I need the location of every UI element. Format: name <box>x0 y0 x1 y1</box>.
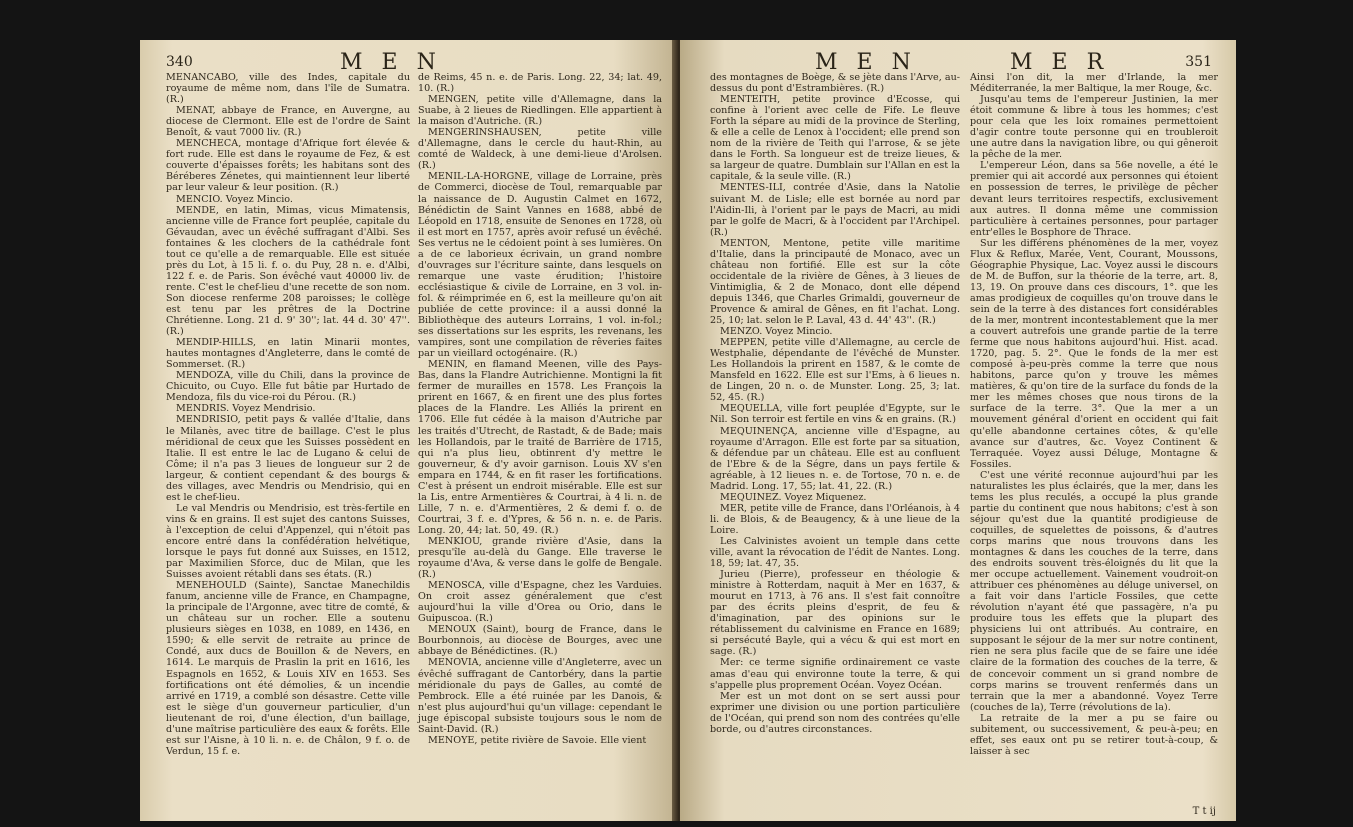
running-head-left: M E N <box>815 50 917 75</box>
paragraph: Sur les différens phénomènes de la mer, voyez Flux & Reflux, Marée, Vent, Courant, Moussons, Géographie Physique, Lac. Voyez aussi le discours de M. de Buffon, sur la théorie de la terre, art. 8, 13, 19. On prouve dans ces discours, 1°. que les amas prodigieux de coquilles qu'on trouve dans le sein de la terre à des distances fort considérables de la mer, montrent incontestablement que la mer a couvert autrefois une grande partie de la terre ferme que nous habitons aujourd'hui. Hist. acad. 1720, pag. 5. 2°. Que le fonds de la mer est composé à-peu-près comme la terre que nous habitons, parce qu'on y trouve les mêmes matières, & qu'on tire de la surface du fonds de la mer les mêmes choses que nous tirons de la surface de la terre. 3°. Que la mer a un mouvement général d'orient en occident qui fait qu'elle abandonne certaines côtes, & qu'elle avance sur d'autres, &c. Voyez Continent & Terraquée. Voyez aussi Déluge, Montagne & Fossiles. <box>970 237 1218 470</box>
running-head-right: M E R <box>1010 50 1110 75</box>
paragraph: MEQUINEZ. Voyez Miquenez. <box>720 491 867 503</box>
right-column-1 <box>710 72 960 735</box>
paragraph: MENEHOULD (Sainte), Sanctae Manechildis fanum, ancienne ville de France, en Champagne, la principale de l'Argonne, avec titre de comté, & un château sur un rocher. Elle a soutenu plusieurs sièges en 1038, en 1089, en 1436, en 1590; & elle servit de retraite au prince de Condé, aux ducs de Bouillon & de Nevers, en 1614. Le marquis de Praslin la prit en 1616, les Espagnols en 1652, & Louis XIV en 1653. Ses fortifications ont été démolies, & un incendie arrivé en 1719, a comblé son désastre. Cette ville est le siège d'un gouverneur particulier, d'un lieutenant de roi, d'une élection, d'un baillage, d'une maîtrise particulière des eaux & forêts. Elle est sur l'Aisne, à 10 li. n. e. de Châlon, 9 f. o. de Verdun, 15 f. e. <box>166 580 410 757</box>
page-number: 351 <box>1185 54 1212 70</box>
paragraph: Mer: ce terme signifie ordinairement ce vaste amas d'eau qui environne toute la terre, & qui s'appelle plus proprement Océan. Voyez Océan. <box>710 657 960 691</box>
paragraph: MEQUELLA, ville fort peuplée d'Egypte, sur le Nil. Son terroir est fertile en vins & en grains. (R.) <box>710 403 960 426</box>
paragraph: MENOYE, petite rivière de Savoie. Elle vient <box>428 734 647 746</box>
paragraph: MENDE, en latin, Mimas, vicus Mimatensis, ancienne ville de France fort peuplée, capitale du Gévaudan, avec un évêché suffragant d'Albi. Ses fontaines & les clochers de la cathédrale font tout ce qu'elle a de remarquable. Elle est située près du Lot, à 15 li. f. o. du Puy, 28 n. e. d'Albi, 122 f. e. de Paris. Son évêché vaut 40000 liv. de rente. C'est le chef-lieu d'une recette de son nom. Son diocese renferme 208 paroisses; le collège est tenu par les prêtres de la Doctrine Chrétienne. Long. 21 d. 9' 30''; lat. 44 d. 30' 47''. (R.) <box>166 204 410 338</box>
paragraph: Les Calvinistes avoient un temple dans cette ville, avant la révocation de l'édit de Nantes. Long. 18, 59; lat. 47, 35. <box>710 535 960 570</box>
signature-mark: T t ij <box>1192 806 1216 817</box>
paragraph: des montagnes de Boège, & se jète dans l'Arve, au-dessus du pont d'Estrambières. (R.) <box>710 72 960 95</box>
paragraph: MENTEITH, petite province d'Ecosse, qui confine à l'orient avec celle de Fife. Le fleuve Forth la sépare au midi de la province de Sterling, & elle a celle de Lenox à l'occident; elle prend son nom de la rivière de Teith qui l'arrose, & se jète dans le Forth. Sa longueur est de treize lieues, & sa largeur de quatre. Dumblain sur l'Allan en est la capitale, & la seule ville. (R.) <box>710 94 960 183</box>
paragraph: MENIN, en flamand Meenen, ville des Pays-Bas, dans la Flandre Autrichienne. Montigni la fit fermer de murailles en 1578. Les François la prirent en 1667, & en firent une des plus fortes places de la Flandre. Les Alliés la prirent en 1706. Elle fut cédée à la maison d'Autriche par les traités d'Utrecht, de Rastadt, & de Bade; mais les Hollandois, par le traité de Barrière de 1715, qui n'a plus lieu, obtinrent d'y mettre le gouverneur, & d'y avoir garnison. Louis XV s'en empara en 1744, & en fit raser les fortifications. C'est à présent un endroit misérable. Elle est sur la Lis, entre Armentières & Courtrai, à 4 li. n. de Lille, 7 n. e. d'Armentières, 2 & demi f. o. de Courtrai, 3 f. e. d'Ypres, & 56 n. n. e. de Paris. Long. 20, 44; lat. 50, 49. (R.) <box>418 359 662 536</box>
paragraph: MEQUINENÇA, ancienne ville d'Espagne, au royaume d'Arragon. Elle est forte par sa situation, & défendue par un château. Elle est au confluent de l'Ebre & de la Ségre, dans un pays fertile & agréable, à 12 lieues n. e. de Tortose, 70 n. e. de Madrid. Long. 17, 55; lat. 41, 22. (R.) <box>710 425 960 492</box>
paragraph: MENOUX (Saint), bourg de France, dans le Bourbonnois, au diocèse de Bourges, avec une abbaye de Bénédictines. (R.) <box>418 624 662 658</box>
paragraph: de Reims, 45 n. e. de Paris. Long. 22, 34; lat. 49, 10. (R.) <box>418 72 662 95</box>
paragraph: MENOSCA, ville d'Espagne, chez les Varduies. On croit assez généralement que c'est aujourd'hui la ville d'Orea ou Orio, dans le Guipuscoa. (R.) <box>418 580 662 625</box>
paragraph: MENOVIA, ancienne ville d'Angleterre, avec un évêché suffragant de Cantorbéry, dans la partie méridionale du pays de Galles, au comté de Pembrock. Elle a été ruinée par les Danois, & n'est plus aujourd'hui qu'un village: cependant le juge épiscopal subsiste toujours sous le nom de Saint-David. (R.) <box>418 657 662 735</box>
paragraph: MENDIP-HILLS, en latin Minarii montes, hautes montagnes d'Angleterre, dans le comté de Sommerset. (R.) <box>166 337 410 371</box>
paragraph: MENANCABO, ville des Indes, capitale du royaume de même nom, dans l'île de Sumatra. (R.) <box>166 72 410 106</box>
right-column-2 <box>970 72 1218 757</box>
left-page-header <box>140 48 678 74</box>
paragraph: Ainsi l'on dit, la mer d'Irlande, la mer Méditerranée, la mer Baltique, la mer Rouge, &c. <box>970 72 1218 95</box>
paragraph: MENGERINSHAUSEN, petite ville d'Allemagne, dans le cercle du haut-Rhin, au comté de Waldeck, à une demi-lieue d'Arolsen. (R.) <box>418 127 662 172</box>
running-head: M E N <box>340 50 442 75</box>
paragraph: MER, petite ville de France, dans l'Orléanois, à 4 li. de Blois, & de Beaugency, & à une lieue de la Loire. <box>710 502 960 536</box>
paragraph: MENZO. Voyez Mincio. <box>720 326 833 338</box>
paragraph: MENDRISIO, petit pays & vallée d'Italie, dans le Milanès, avec titre de baillage. C'est le plus méridional de ceux que les Suisses possèdent en Italie. Il est entre le lac de Lugano & celui de Côme; il n'a pas 3 lieues de longueur sur 2 de largeur, & contient cependant & des bourgs & des villages, avec Mendris ou Mendrisio, qui en est le chef-lieu. <box>166 414 410 503</box>
paragraph: MENIL-LA-HORGNE, village de Lorraine, près de Commerci, diocèse de Toul, remarquable par la naissance de D. Augustin Calmet en 1672, Bénédictin de Saint Vannes en 1688, abbé de Léopold en 1718, ensuite de Senones en 1728, où il est mort en 1757, après avoir refusé un évêché. Ses vertus ne le cédoient point à ses lumières. On a de ce laborieux écrivain, un grand nombre d'ouvrages sur l'écriture sainte, dans lesquels on remarque une vaste érudition; l'histoire ecclésiastique & civile de Lorraine, en 3 vol. in-fol. & réimprimée en 6, est la meilleure qu'on ait publiée de cette province: il a aussi donné la Bibliothèque des auteurs Lorrains, 1 vol. in-fol.; ses dissertations sur les esprits, les revenans, les vampires, sont une compilation de rêveries faites par un vieillard octogénaire. (R.) <box>418 171 662 360</box>
paragraph: Le val Mendris ou Mendrisio, est très-fertile en vins & en grains. Il est sujet des cantons Suisses, à l'exception de celui d'Appenzel, qui n'étoit pas encore entré dans la confédération helvétique, lorsque le pays fut donné aux Suisses, en 1512, par Maximilien Sforce, duc de Milan, que les Suisses avoient rétabli dans ses états. (R.) <box>166 502 410 581</box>
paragraph: MENDOZA, ville du Chili, dans la province de Chicuito, ou Cuyo. Elle fut bâtie par Hurtado de Mendoza, fils du vice-roi du Pérou. (R.) <box>166 370 410 404</box>
right-page <box>680 40 1236 821</box>
paragraph: L'empereur Léon, dans sa 56e novelle, a été le premier qui ait accordé aux personnes qui étoient en possession de terres, le privilège de pêcher devant leurs territoires respectifs, exclusivement aux autres. Il donna même une commission particulière à certaines personnes, pour partager entr'elles le Bosphore de Thrace. <box>970 160 1218 238</box>
paragraph: Jusqu'au tems de l'empereur Justinien, la mer étoit commune & libre à tous les hommes; c'est pour cela que les loix romaines permettoient d'agir contre toute personne qui en troubleroit une autre dans la navigation libre, ou qui gêneroit la pêche de la mer. <box>970 94 1218 161</box>
paragraph: C'est une vérité reconnue aujourd'hui par les naturalistes les plus éclairés, que la mer, dans les tems les plus reculés, a occupé la plus grande partie du continent que nous habitons; c'est à son séjour qu'est due la quantité prodigieuse de coquilles, de squelettes de poissons, & d'autres corps marins que nous trouvons dans les montagnes & dans les couches de la terre, dans des endroits souvent très-éloignés du lit que la mer occupe actuellement. Vainement voudroit-on attribuer ces phénomènes au déluge universel, on a fait voir dans l'article Fossiles, que cette révolution n'ayant été que passagère, n'a pu produire tous les effets que la plupart des physiciens lui ont attribués. Au contraire, en supposant le séjour de la mer sur notre continent, rien ne sera plus facile que de se faire une idée claire de la formation des couches de la terre, & de concevoir comment un si grand nombre de corps marins se trouvent renfermés dans un terrain que la mer a abandonné. Voyez Terre (couches de la), Terre (révolutions de la). <box>970 469 1218 713</box>
paragraph: MENTES-ILI, contrée d'Asie, dans la Natolie suivant M. de Lisle; elle est bornée au nord par l'Aidin-Ili, à l'orient par le pays de Macri, au midi par le golfe de Macri, & à l'occident par l'Archipel. (R.) <box>710 182 960 238</box>
page-number: 340 <box>166 54 193 70</box>
right-page-header <box>680 48 1236 74</box>
paragraph: MENCHECA, montage d'Afrique fort élevée & fort rude. Elle est dans le royaume de Fez, & est couverte d'épaisses forêts; les habitans sont des Béréberes Zénetes, qui maintiennent leur liberté par leur valeur & leur position. (R.) <box>166 138 410 194</box>
paragraph: MENCIO. Voyez Mincio. <box>176 193 293 205</box>
paragraph: Jurieu (Pierre), professeur en théologie & ministre à Rotterdam, naquit à Mer en 1637, & mourut en 1713, à 76 ans. Il s'est fait connoître par des écrits pleins d'esprit, de feu & d'imagination, par des opinions sur le rétablissement du calvinisme en France en 1689; si persécuté Bayle, qui a vécu & qui est mort en sage. (R.) <box>710 569 960 658</box>
left-column-1 <box>166 72 410 757</box>
left-column-2 <box>418 72 662 746</box>
paragraph: MENTON, Mentone, petite ville maritime d'Italie, dans la principauté de Monaco, avec un château non fortifié. Elle est sur la côte occidentale de la rivière de Gênes, à 3 lieues de Vintimiglia, & 2 de Monaco, dont elle dépend depuis 1346, que Charles Grimaldi, gouverneur de Provence & amiral de Gênes, en fit l'achat. Long. 25, 10; lat. selon le P. Laval, 43 d. 44' 43''. (R.) <box>710 237 960 327</box>
paragraph: MENAT, abbaye de France, en Auvergne, au diocese de Clermont. Elle est de l'ordre de Saint Benoît, & vaut 7000 liv. (R.) <box>166 105 410 139</box>
paragraph: MENKIOU, grande rivière d'Asie, dans la presqu'île au-delà du Gange. Elle traverse le royaume d'Ava, & verse dans le golfe de Bengale. (R.) <box>418 535 662 581</box>
left-page <box>140 40 678 821</box>
paragraph: Mer est un mot dont on se sert aussi pour exprimer une division ou une portion particulière de l'Océan, qui prend son nom des contrées qu'elle borde, ou d'autres circonstances. <box>710 690 960 735</box>
paragraph: La retraite de la mer a pu se faire ou subitement, ou successivement, & peu-à-peu; en effet, ses eaux ont pu se retirer tout-à-coup, & laisser à sec <box>970 712 1218 757</box>
paragraph: MEPPEN, petite ville d'Allemagne, au cercle de Westphalie, dépendante de l'évêché de Munster. Les Hollandois la prirent en 1587, & le comte de Mansfeld en 1622. Elle est sur l'Ems, à 6 lieues n. de Lingen, 20 n. o. de Munster. Long. 25, 3; lat. 52, 45. (R.) <box>710 337 960 404</box>
paragraph: MENGEN, petite ville d'Allemagne, dans la Suabe, à 2 lieues de Riedlingen. Elle appartient à la maison d'Autriche. (R.) <box>418 94 662 128</box>
paragraph: MENDRIS. Voyez Mendrisio. <box>176 403 316 415</box>
